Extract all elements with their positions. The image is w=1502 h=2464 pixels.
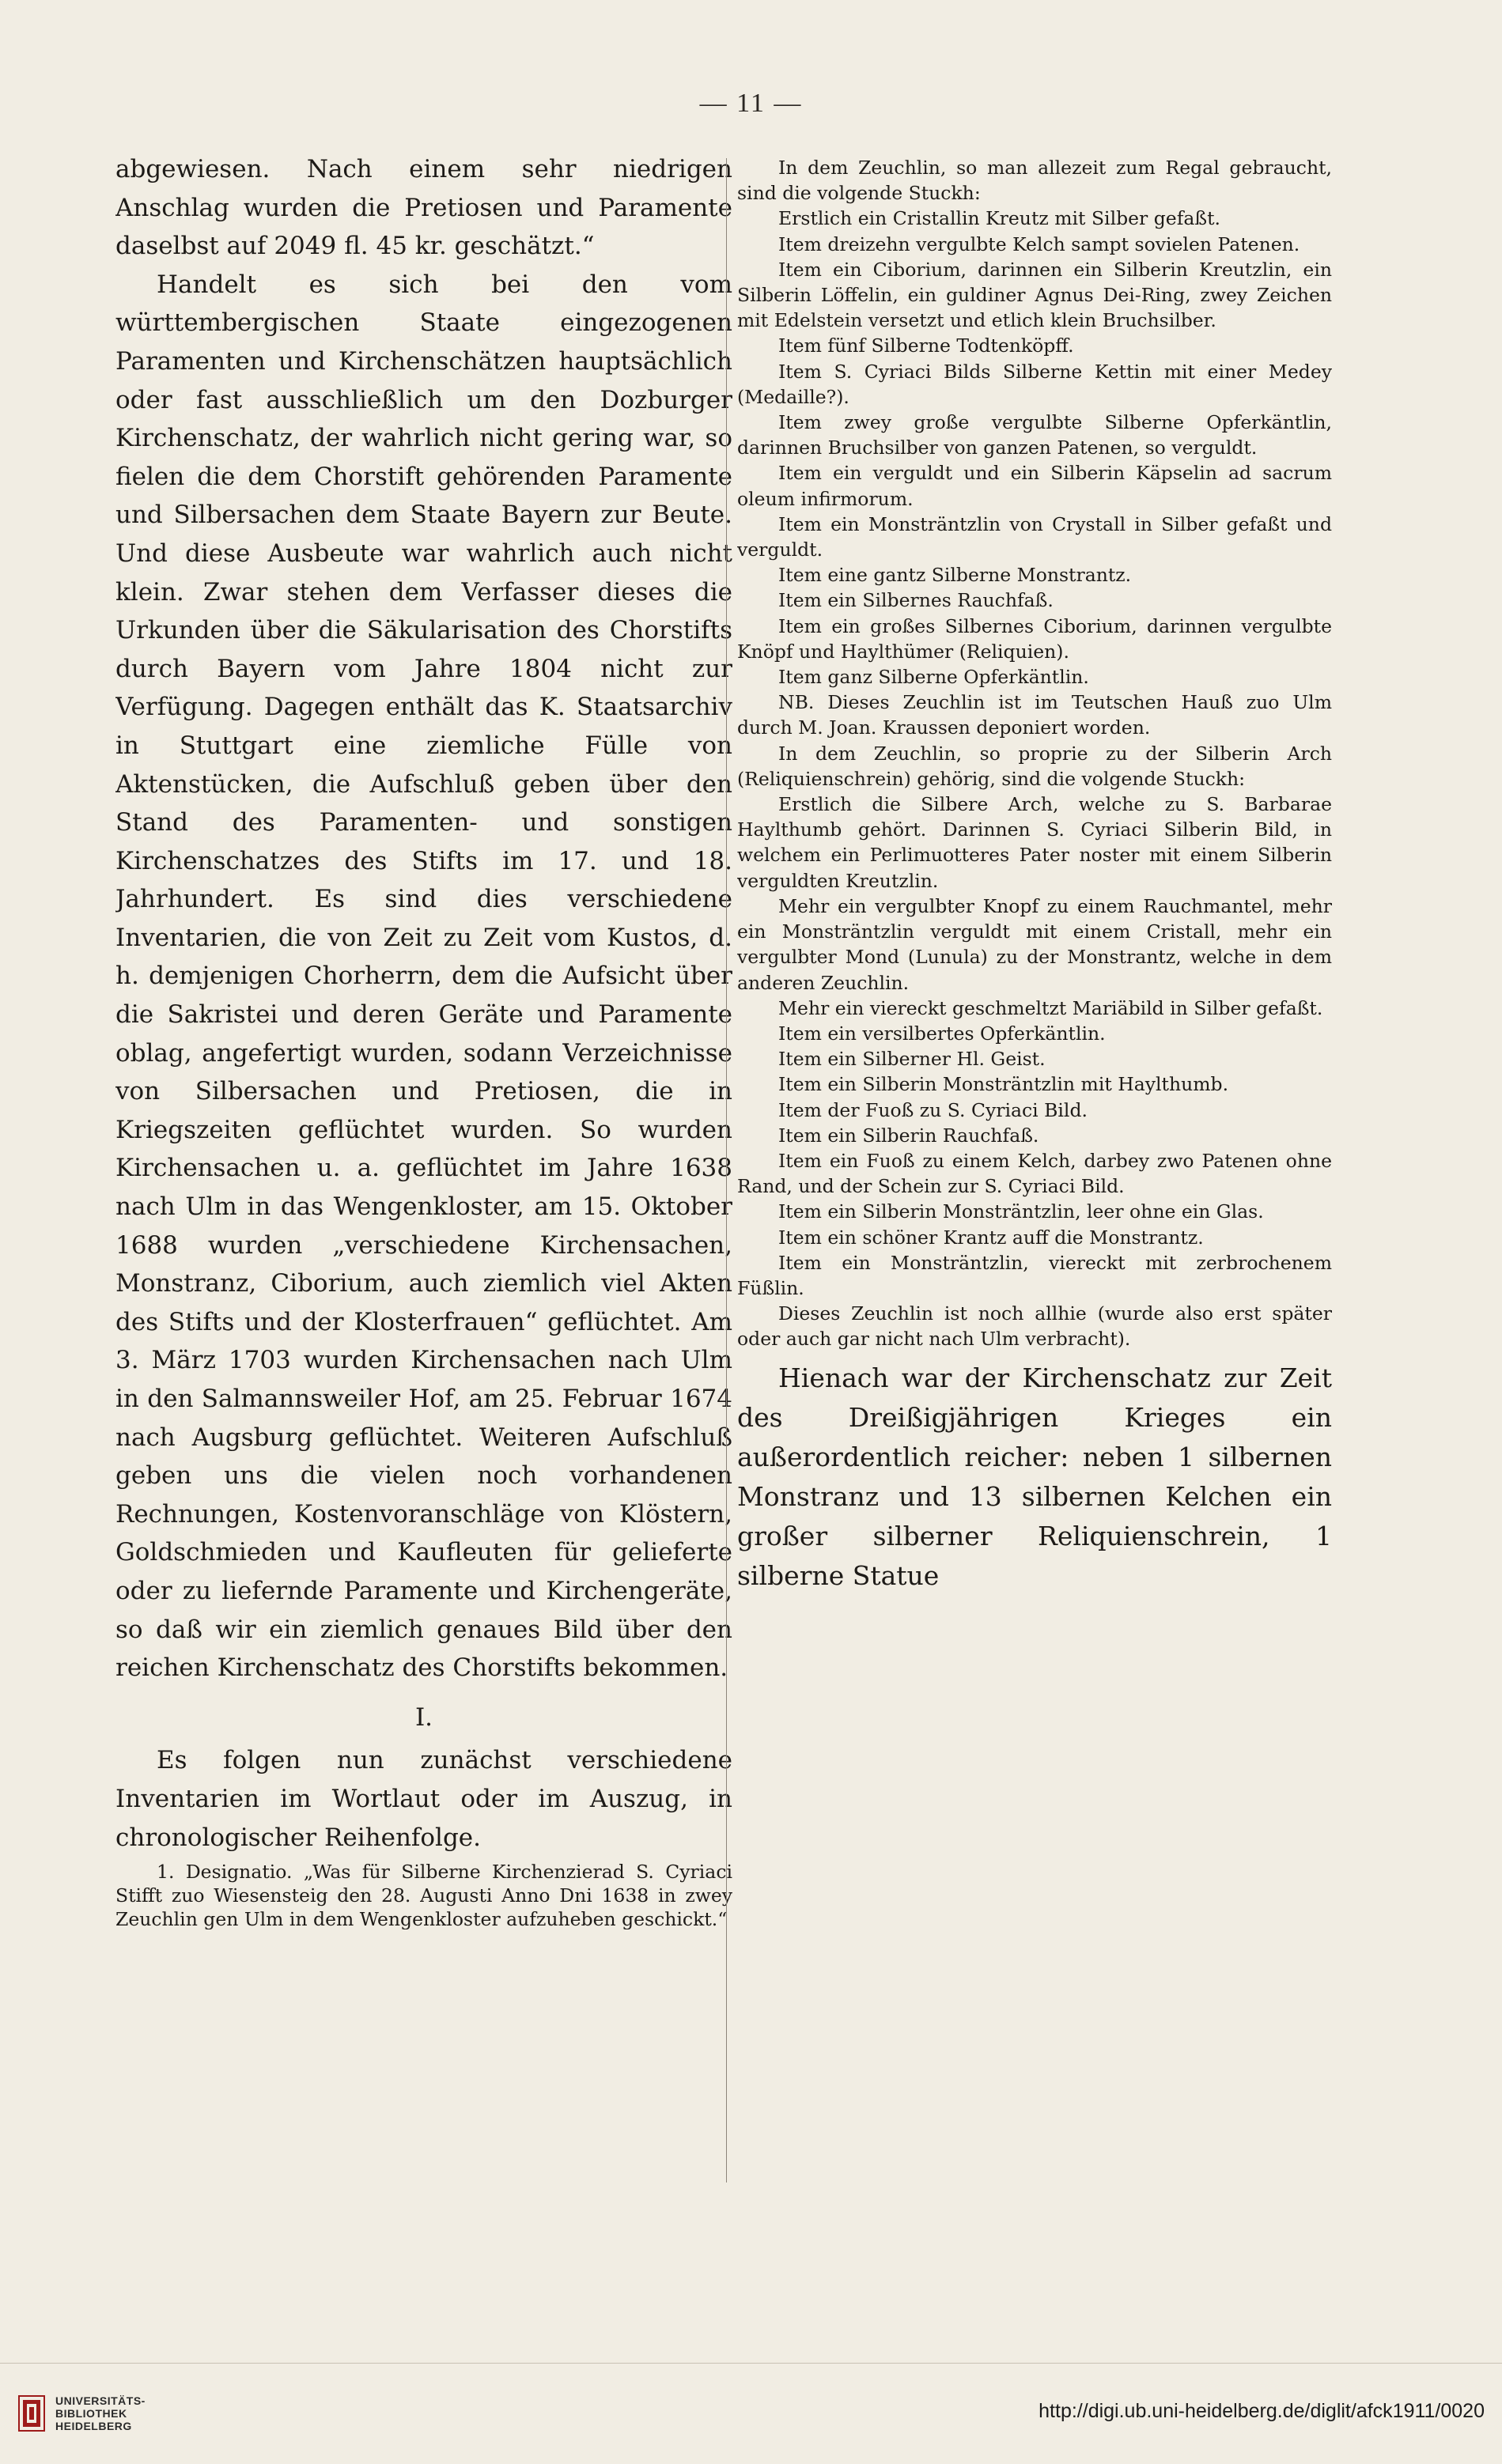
source-url-link[interactable]: http://digi.ub.uni-heidelberg.de/diglit/afck1911/0020 — [1039, 2400, 1485, 2422]
page-number: — 11 — — [699, 89, 803, 118]
inventory-entry: Erstlich ein Cristallin Kreutz mit Silber gefaßt. — [778, 207, 1221, 230]
library-name — [55, 2394, 146, 2432]
university-seal-icon — [17, 2394, 46, 2432]
library-name-line: UNIVERSITÄTS- — [55, 2394, 146, 2407]
right-column — [737, 155, 1332, 2187]
inventory-entry: Item zwey große vergulbte Silberne Opferkäntlin, darinnen Bruchsilber von ganzen Patenen, so verguldt. — [737, 411, 1332, 459]
section-heading: I. — [414, 1703, 433, 1732]
paragraph: Es folgen nun zunächst verschiedene Inventarien im Wortlaut oder im Auszug, in chronologischer Reihenfolge. — [115, 1746, 732, 1852]
inventory-entry: Item ein Silberin Rauchfaß. — [778, 1124, 1039, 1147]
inventory-entry: Item ganz Silberne Opferkäntlin. — [778, 666, 1089, 689]
inventory-entry: Item dreizehn vergulbte Kelch sampt sovielen Patenen. — [778, 232, 1300, 255]
column-divider — [726, 158, 727, 2182]
inventory-entry: In dem Zeuchlin, so proprie zu der Silberin Arch (Reliquienschrein) gehörig, sind die volgende Stuckh: — [737, 742, 1332, 790]
footer-divider — [0, 2363, 1502, 2364]
inventory-entry: Mehr ein viereckt geschmeltzt Mariäbild in Silber gefaßt. — [778, 996, 1323, 1019]
inventory-entry: Erstlich die Silbere Arch, welche zu S. Barbarae Haylthumb gehört. Darinnen S. Cyriaci Silberin Bild, in welchem ein Perlimuotteres Pater noster mit einem Silberin verguldten Kreutzlin. — [737, 793, 1332, 892]
inventory-entry: Item ein Monsträntzlin von Crystall in Silber gefaßt und verguldt. — [737, 512, 1332, 561]
inventory-entry: Item ein verguldt und ein Silberin Käpselin ad sacrum oleum infirmorum. — [737, 462, 1332, 510]
inventory-entry: Item ein großes Silbernes Ciborium, darinnen vergulbte Knöpf und Haylthümer (Reliquien). — [737, 614, 1332, 663]
inventory-note: 1. Designatio. „Was für Silberne Kirchenzierad S. Cyriaci Stifft zuo Wiesensteig den 28. Augusti Anno Dni 1638 in zwey Zeuchlin gen Ulm in dem Wengenkloster aufzuheben geschickt.“ — [115, 1861, 732, 1929]
inventory-entry: Item ein Silberner Hl. Geist. — [778, 1048, 1046, 1071]
inventory-entry: Item ein Silberin Monsträntzlin mit Haylthumb. — [778, 1073, 1229, 1096]
library-name-line: BIBLIOTHEK — [55, 2407, 127, 2420]
inventory-entry: Item ein Fuoß zu einem Kelch, darbey zwo Patenen ohne Rand, und der Schein zur S. Cyriaci Bild. — [737, 1149, 1332, 1198]
inventory-entry: NB. Dieses Zeuchlin ist im Teutschen Hauß zuo Ulm durch M. Joan. Kraussen deponiert worden. — [737, 691, 1332, 739]
summary-paragraph: Hienach war der Kirchenschatz zur Zeit des Dreißigjährigen Krieges ein außerordentlich reicher: neben 1 silbernen Monstranz und 13 silbernen Kelchen ein großer silberner Reliquienschrein, 1 silberne Statue — [737, 1362, 1332, 1591]
inventory-entry: Item ein Monsträntzlin, viereckt mit zerbrochenem Füßlin. — [737, 1251, 1332, 1299]
left-column — [115, 150, 732, 1929]
inventory-entry: Item eine gantz Silberne Monstrantz. — [778, 564, 1132, 587]
inventory-entry: Item ein Silbernes Rauchfaß. — [778, 589, 1054, 612]
inventory-entry: Item S. Cyriaci Bilds Silberne Kettin mit einer Medey (Medaille?). — [737, 360, 1332, 408]
inventory-entry: Item fünf Silberne Todtenköpff. — [778, 334, 1074, 357]
inventory-entry: In dem Zeuchlin, so man allezeit zum Regal gebraucht, sind die volgende Stuckh: — [737, 157, 1332, 205]
inventory-entry: Item ein Silberin Monsträntzlin, leer ohne ein Glas. — [778, 1200, 1264, 1223]
inventory-entry: Item der Fuoß zu S. Cyriaci Bild. — [778, 1098, 1088, 1121]
inventory-entry: Dieses Zeuchlin ist noch allhie (wurde also erst später oder auch gar nicht nach Ulm verbracht). — [737, 1302, 1332, 1351]
paragraph: abgewiesen. Nach einem sehr niedrigen Anschlag wurden die Pretiosen und Paramente daselbst auf 2049 fl. 45 kr. geschätzt.“ — [115, 155, 732, 261]
inventory-entry: Mehr ein vergulbter Knopf zu einem Rauchmantel, mehr ein Monsträntzlin verguldt mit einem Cristall, mehr ein vergulbter Mond (Lunula) zu der Monstrantz, welche in dem anderen Zeuchlin. — [737, 894, 1332, 994]
library-name-line: HEIDELBERG — [55, 2420, 132, 2432]
inventory-entry: Item ein schöner Krantz auff die Monstrantz. — [778, 1226, 1204, 1249]
paragraph: Handelt es sich bei den vom württembergischen Staate eingezogenen Paramenten und Kirchenschätzen hauptsächlich oder fast ausschließlich um den Dozburger Kirchenschatz, der wahrlich nicht gering war, so fielen die dem Chorstift gehörenden Paramente und Silbersachen dem Staate Bayern zur Beute. Und diese Ausbeute war wahrlich auch nicht klein. Zwar stehen dem Verfasser dieses die Urkunden über die Säkularisation des Chorstifts durch Bayern vom Jahre 1804 nicht zur Verfügung. Dagegen enthält das K. Staatsarchiv in Stuttgart eine ziemliche Fülle von Aktenstücken, die Aufschluß geben über den Stand des Paramenten- und sonstigen Kirchenschatzes des Stifts im 17. und 18. Jahrhundert. Es sind dies verschiedene Inventarien, die von Zeit zu Zeit vom Kustos, d. h. demjenigen Chorherrn, dem die Aufsicht über die Sakristei und deren Geräte und Paramente oblag, angefertigt wurden, sodann Verzeichnisse von Silbersachen und Pretiosen, die in Kriegszeiten geflüchtet wurden. So wurden Kirchensachen u. a. geflüchtet im Jahre 1638 nach Ulm in das Wengenkloster, am 15. Oktober 1688 wurden „verschiedene Kirchensachen, Monstranz, Ciborium, auch ziemlich viel Akten des Stifts und der Klosterfrauen“ geflüchtet. Am 3. März 1703 wurden Kirchensachen nach Ulm in den Salmannsweiler Hof, am 25. Februar 1674 nach Augsburg geflüchtet. Weiteren Aufschluß geben uns die vielen noch vorhandenen Rechnungen, Kostenvoranschläge von Klöstern, Goldschmieden und Kaufleuten für gelieferte oder zu liefernde Paramente und Kirchengeräte, so daß wir ein ziemlich genaues Bild über den reichen Kirchenschatz des Chorstifts bekommen. — [115, 270, 732, 1683]
inventory-entry: Item ein Ciborium, darinnen ein Silberin Kreutzlin, ein Silberin Löffelin, ein guldiner Agnus Dei-Ring, zwey Zeichen mit Edelstein versetzt und etlich klein Bruchsilber. — [737, 258, 1332, 332]
inventory-entry: Item ein versilbertes Opferkäntlin. — [778, 1022, 1106, 1045]
